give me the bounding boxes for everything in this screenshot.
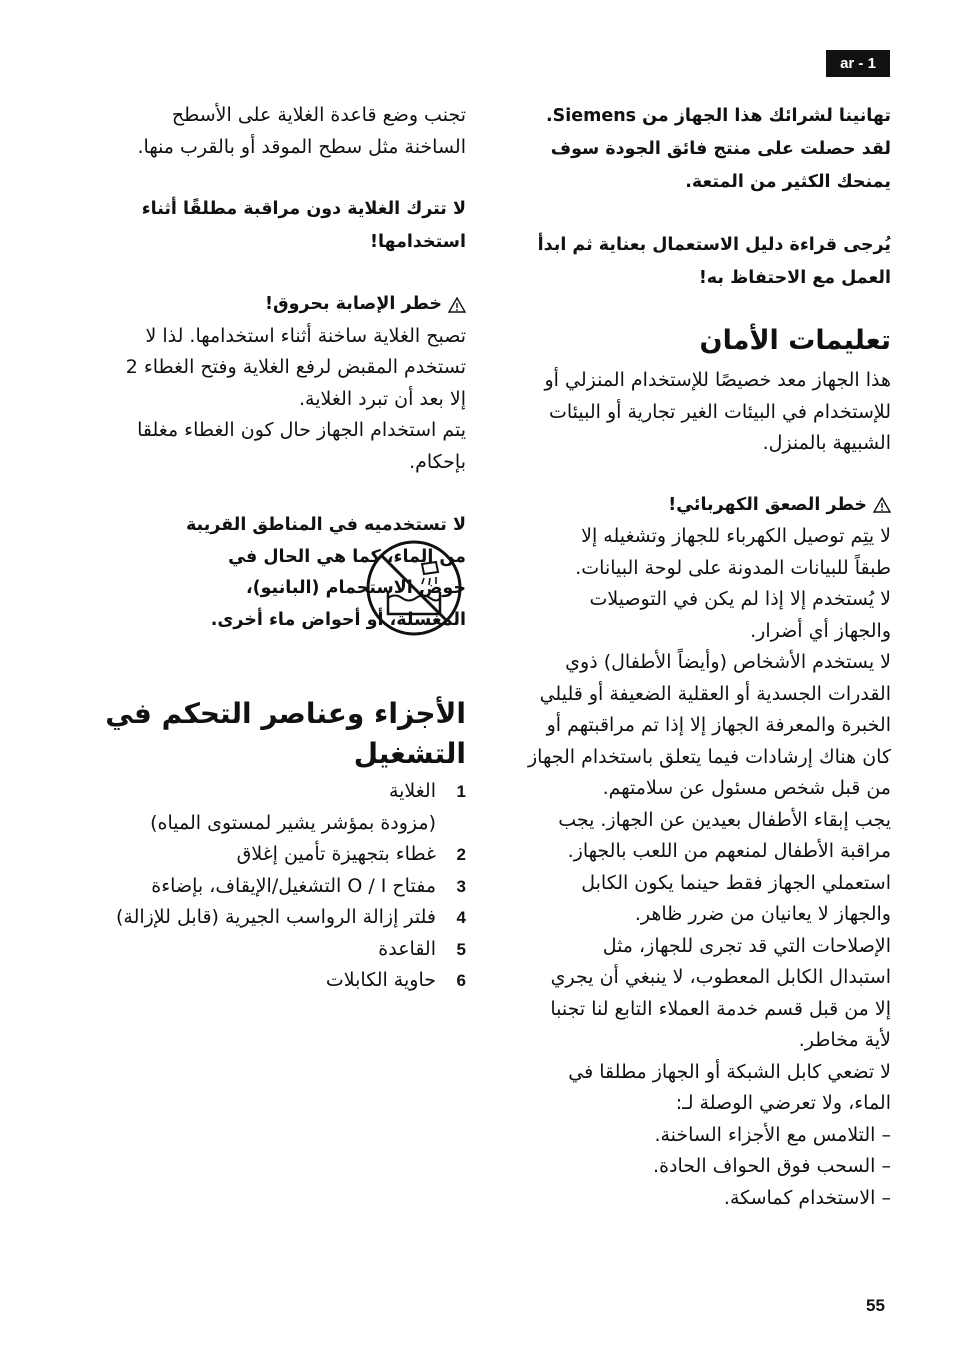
electric-warning: خطر الصعق الكهربائي!	[488, 490, 891, 522]
right-column	[488, 100, 891, 1214]
warning-triangle-icon	[448, 297, 466, 313]
list-item: – السحب فوق الحواف الحادة.	[488, 1151, 891, 1183]
left-column	[68, 100, 466, 478]
water-warning-text: لا تستخدميه في المناطق القريبة من الماء، كما هي الحال في حوض الاستحمام (البانيو)، المغسلة، أو أحواض ماء أخرى.	[185, 515, 466, 630]
read-manual-note: يُرجى قراءة دليل الاستعمال بعناية ثم ابدأ العمل مع الاحتفاظ به!	[537, 235, 891, 288]
list-item: 5 القاعدة	[378, 937, 466, 960]
burn-warning: خطر الإصابة بحروق!	[68, 289, 466, 321]
list-item: 4 فلتر إزالة الرواسب الجيرية (قابل للإزالة)	[115, 906, 466, 928]
list-item: – التلامس مع الأجزاء الساخنة.	[488, 1120, 891, 1152]
language-page-tag: ar - 1	[826, 50, 890, 77]
warning-triangle-icon	[873, 497, 891, 513]
parts-list	[68, 776, 466, 997]
burn-text: تصبح الغلاية ساخنة أثناء استخدامها. لذا لا تستخدم المقبض لرفع الغلاية وفتح الغطاء 2 إلا بعد أن تبرد الغلاية. يتم استخدام الجهاز حال كون الغطاء مغلقا بإحكام.	[125, 324, 466, 473]
safety-heading: تعليمات الأمان	[699, 325, 891, 356]
dash-list	[488, 1120, 891, 1215]
list-item: – الاستخدام كماسكة.	[488, 1183, 891, 1215]
page-number: 55	[866, 1296, 885, 1315]
water-warning-box	[68, 510, 466, 640]
electric-text: لا يتِم توصيل الكهرباء للجهاز وتشغيله إلا طبقاً للبيانات المدونة على لوحة البيانات. لا يُستخدم إلا إذا لم يكن في التوصيلات والجهاز أي أضرار. لا يستخدم الأشخاص (وأيضاً الأطفال) ذوي القدرات الجسدية أو العقلية الضعيفة أو قليلي الخبرة والمعرفة الجهاز إلا إذا تم مراقبتهم أو كان هناك إرشادات فيما يتعلق باستخدام الجهاز من قبل شخص مسئول عن سلامتهم. يجب إبقاء الأطفال بعيدين عن الجهاز. يجب مراقبة الأطفال لمنعهم من اللعب بالجهاز. استعملي الجهاز فقط حينما يكون الكابل والجهاز لا يعانيان من ضرر ظاهر. الإصلاحات التي قد تجرى للجهاز، مثل استبدال الكابل المعطوب، لا ينبغي أن يجري إلا من قبل قسم خدمة العملاء التابع لنا تجنبا لأية مخاطر. لا تضعي كابل الشبكة أو الجهاز مطلقا في الماء، ولا تعرضي الوصلة لـ:	[528, 525, 891, 1114]
list-item: 2 غطاء بتجهيزة تأمين إغلاق	[236, 843, 466, 865]
list-item: 6 حاوية الكابلات	[325, 969, 466, 991]
list-item: 1 الغلاية	[388, 780, 466, 802]
list-item: 3 مفتاح O / I التشغيل/الإيقاف، بإضاءة	[151, 874, 466, 897]
safety-text: هذا الجهاز معد خصيصًا للإستخدام المنزلي أو للإستخدام في البيئات الغير تجارية أو البيئات الشبيهة بالمنزل.	[544, 369, 891, 454]
intro-paragraph: تهانينا لشرائك هذا الجهاز من Siemens. لقد حصلت على منتج فائق الجودة سوف يمنحك الكثير من المتعة.	[545, 106, 891, 192]
unattended-warning: لا تترك الغلاية دون مراقبة مطلقًا أثناء استخدامها!	[141, 199, 466, 252]
parts-heading: الأجزاء وعناصر التحكم في التشغيل	[105, 697, 466, 770]
base-text: تجنب وضع قاعدة الغلاية على الأسطح الساخنة مثل سطح الموقد أو بالقرب منها.	[137, 104, 466, 158]
list-item: (مزودة بمؤشر يشير لمستوى المياه)	[150, 811, 436, 834]
